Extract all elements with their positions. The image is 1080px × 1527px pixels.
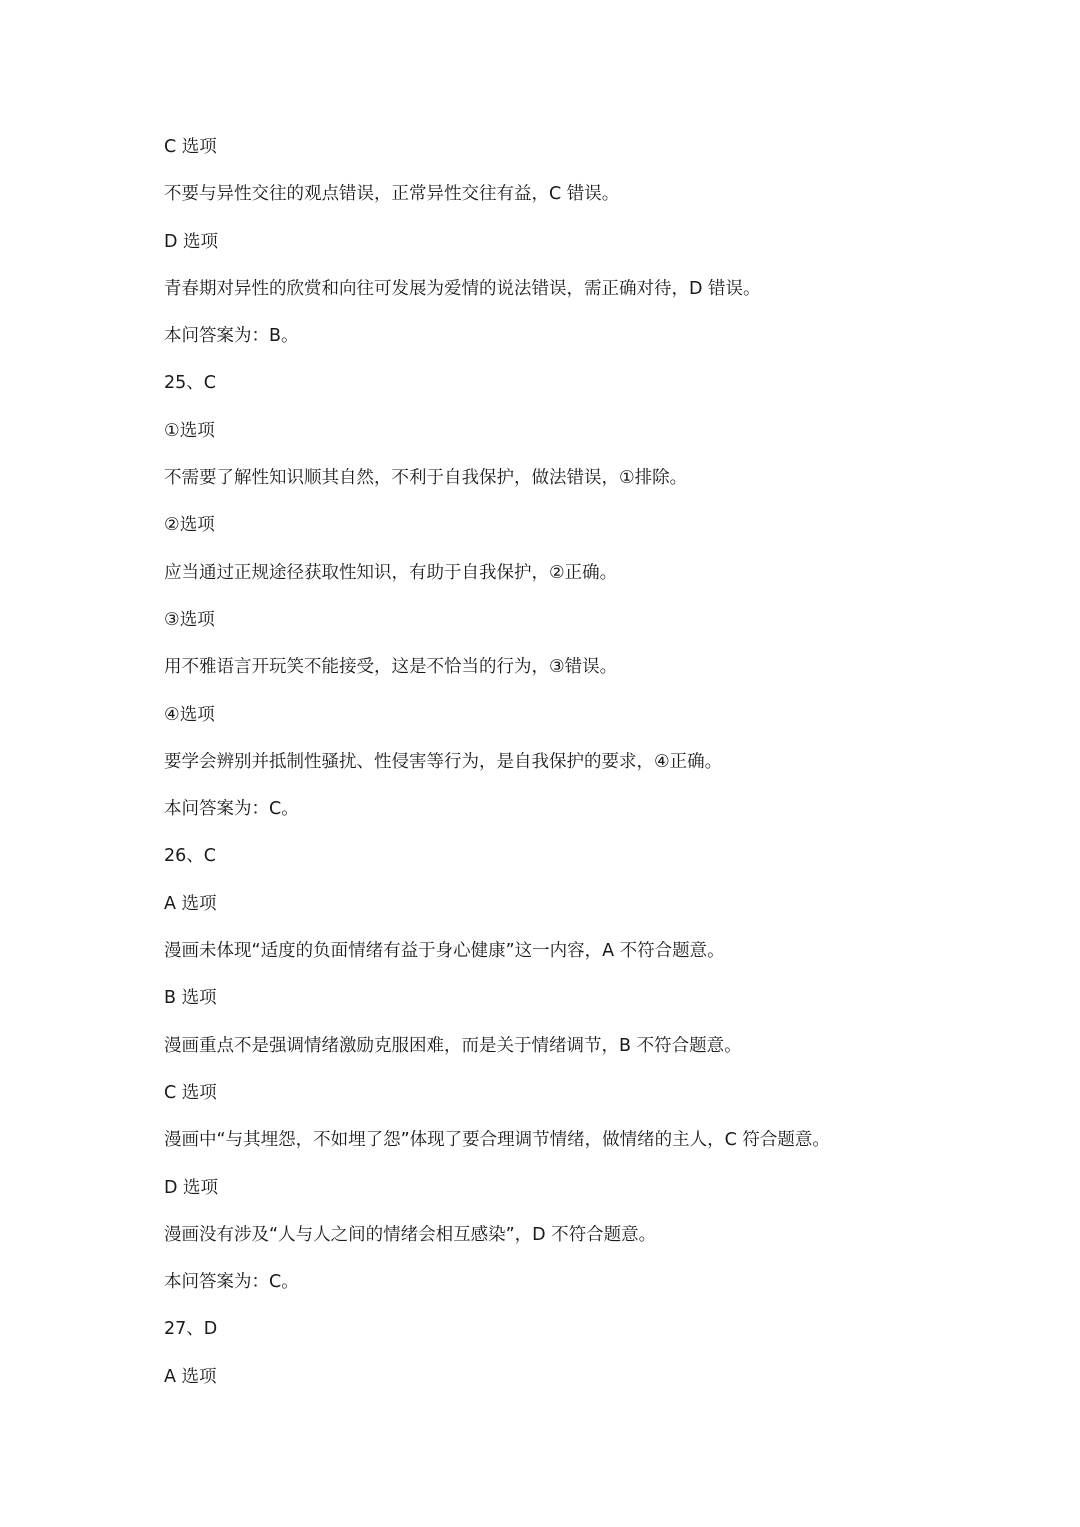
answer-summary: 本问答案为：C。 [164, 799, 299, 820]
question-number: 26、C [164, 846, 216, 867]
explanation-line: 用不雅语言开玩笑不能接受，这是不恰当的行为，③错误。 [164, 657, 618, 678]
explanation-line: 不要与异性交往的观点错误，正常异性交往有益，C 错误。 [164, 184, 620, 205]
option-heading: B 选项 [164, 988, 217, 1009]
explanation-line: 漫画中“与其埋怨，不如埋了怨”体现了要合理调节情绪，做情绪的主人，C 符合题意。 [164, 1130, 830, 1151]
option-heading: A 选项 [164, 1366, 217, 1387]
answer-explanation-text [164, 133, 1024, 1410]
option-heading: A 选项 [164, 893, 217, 914]
option-heading: ③选项 [164, 609, 215, 630]
option-heading: D 选项 [164, 1177, 219, 1198]
option-heading: D 选项 [164, 231, 219, 252]
explanation-line: 青春期对异性的欣赏和向往可发展为爱情的说法错误，需正确对待，D 错误。 [164, 278, 761, 299]
explanation-line: 不需要了解性知识顺其自然，不利于自我保护，做法错误，①排除。 [164, 468, 688, 489]
option-heading: C 选项 [164, 137, 217, 157]
explanation-line: 要学会辨别并抵制性骚扰、性侵害等行为，是自我保护的要求，④正确。 [164, 751, 723, 772]
explanation-line: 漫画未体现“适度的负面情绪有益于身心健康”这一内容，A 不符合题意。 [164, 941, 725, 962]
option-heading: ④选项 [164, 704, 215, 725]
explanation-line: 漫画重点不是强调情绪激励克服困难，而是关于情绪调节，B 不符合题意。 [164, 1035, 742, 1056]
answer-summary: 本问答案为：B。 [164, 326, 299, 347]
question-number: 25、C [164, 373, 216, 394]
option-heading: ②选项 [164, 515, 215, 536]
explanation-line: 应当通过正规途径获取性知识，有助于自我保护，②正确。 [164, 562, 618, 583]
option-heading: ①选项 [164, 420, 215, 441]
answer-summary: 本问答案为：C。 [164, 1272, 299, 1293]
option-heading: C 选项 [164, 1082, 217, 1103]
explanation-line: 漫画没有涉及“人与人之间的情绪会相互感染”，D 不符合题意。 [164, 1224, 657, 1245]
question-number: 27、D [164, 1319, 218, 1340]
